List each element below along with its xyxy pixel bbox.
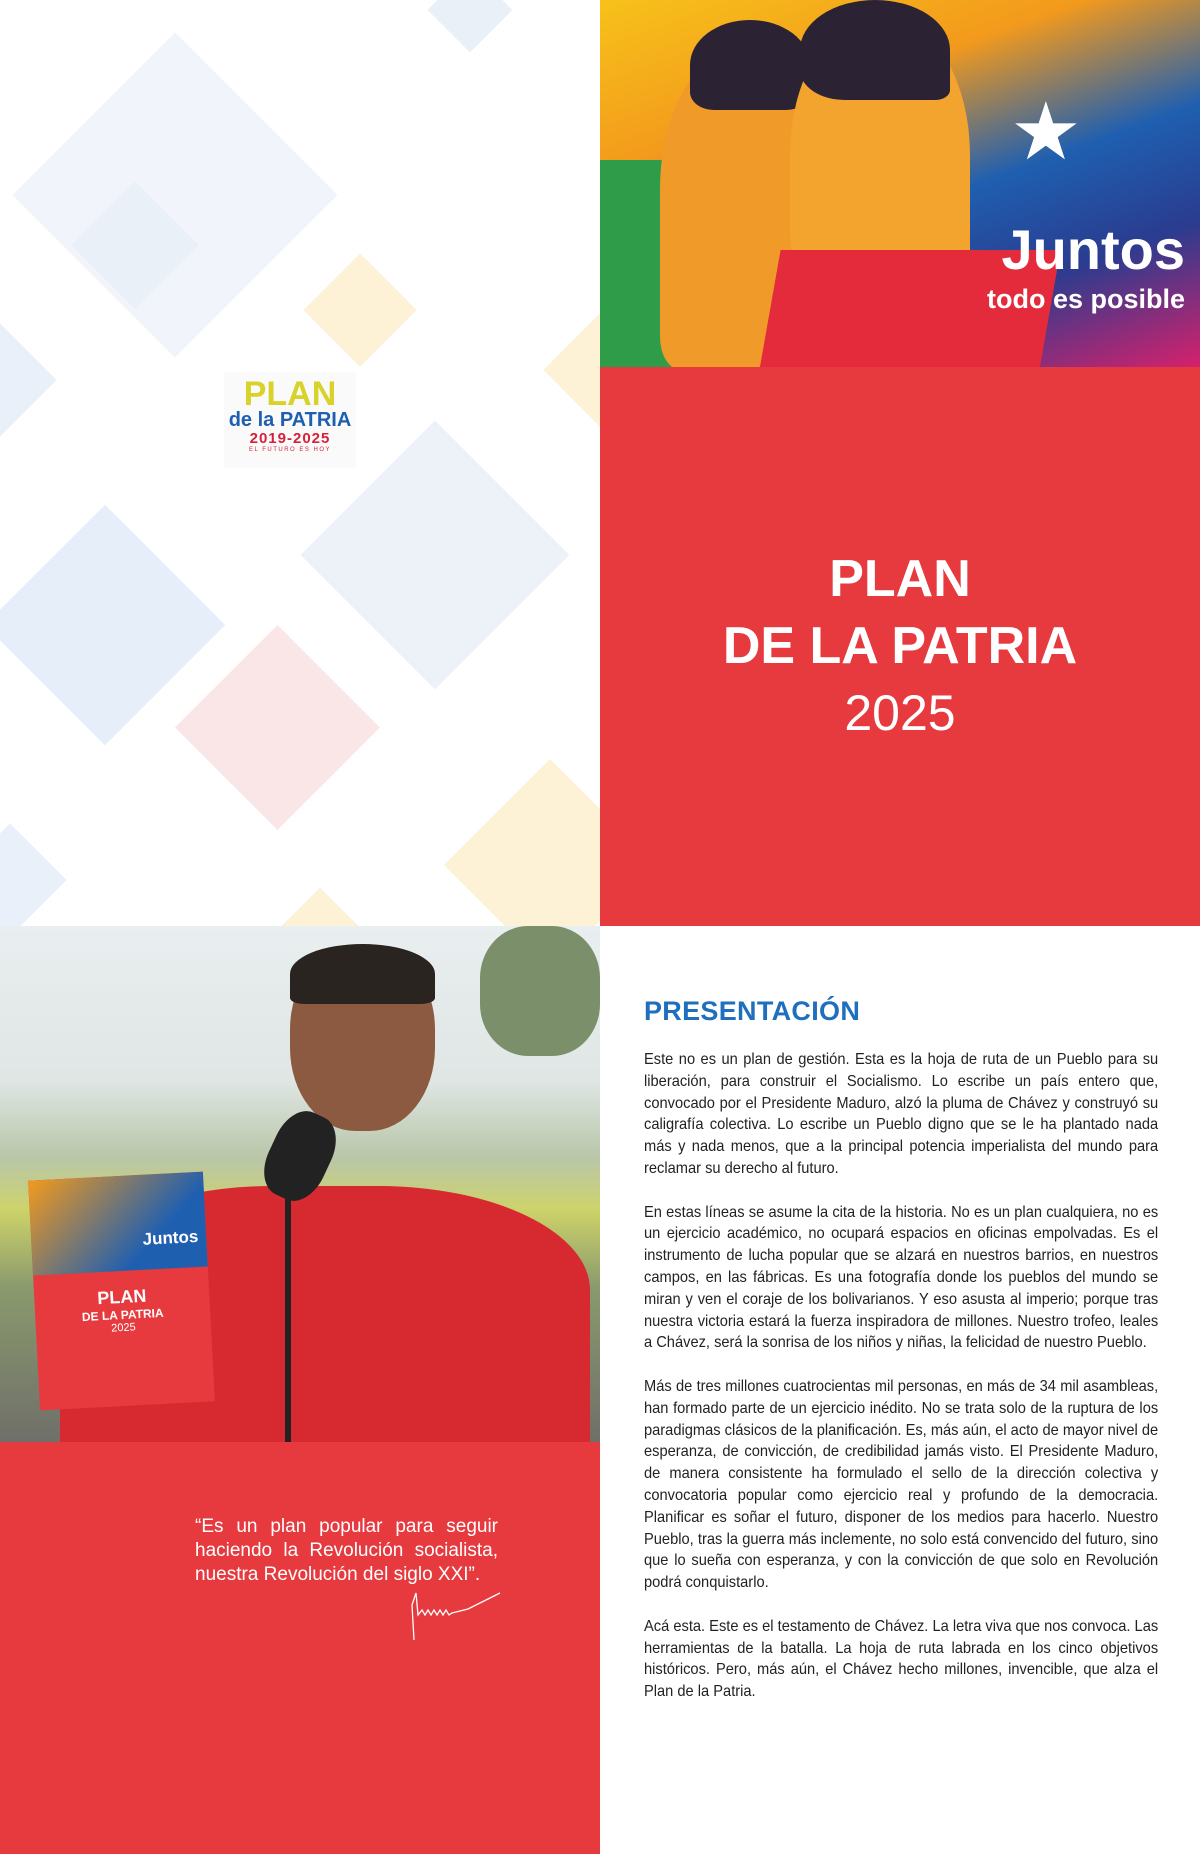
presentation-paragraph: Más de tres millones cuatrocientas mil personas, en más de 34 mil asambleas, han formado parte de un ejercicio inédito. No se trata solo de la ruptura de los paradigmas clásicos de la planificación. Es, más aún, el acto de mayor nivel de esperanza, de convicción, de credibilidad jamás visto. El Presidente Maduro, de manera consistente ha formulado el sello de la dirección colectiva y convocatoria popular como ejercicio real y profundo de la democracia. Planificar es soñar el futuro, disponer de los medios para hacerlo. Nuestro Pueblo, tras la guerra más inclemente, no solo está convencido del futuro, sino que lo sueña con esperanza, y con la convicción de que solo en Revolución podrá conquistarlo. xyxy=(644,1377,1159,1592)
book-cover xyxy=(28,1172,215,1411)
decorative-pattern-panel xyxy=(0,0,600,926)
logo-plan: PLAN xyxy=(243,375,337,413)
poster-title: Juntos xyxy=(1001,218,1185,281)
star-icon: ★ xyxy=(1010,87,1082,176)
signature-icon xyxy=(408,1585,503,1645)
juntos-poster-image xyxy=(600,0,1200,367)
poster-subtitle: todo es posible xyxy=(986,284,1185,314)
logo-patria: de la PATRIA xyxy=(228,409,352,431)
presentation-paragraph: Este no es un plan de gestión. Esta es la hoja de ruta de un Pueblo para su liberación, para construir el Socialismo. Lo escribe un país entero que, convocado por el Presidente Maduro, alzó la pluma de Chávez y construyó su caligrafía colectiva. Lo escribe un Pueblo digno que se le ha plantado nada más y nada menos, que a la principal potencia imperialista del mundo para reclamar su derecho al futuro. xyxy=(644,1051,1159,1177)
book-year: 2025 xyxy=(110,1321,136,1335)
quote-panel xyxy=(0,1442,600,1854)
presentation-paragraph: En estas líneas se asume la cita de la historia. No es un plan cualquiera, no es un ejercicio académico, no ocupará espacios en oficinas empolvadas. Es el instrumento de lucha popular que se alzará en nuestros barrios, en nuestros campos, en las fábricas. Es una fotografía donde los pueblos del mundo se miran y ven el coraje de los bolivarianos. Y eso asusta al imperio; porque tras nuestra victoria estará la fuerza inspiradora de millones. Nuestro trofeo, leales a Chávez, será la sonrisa de los niños y niñas, la felicidad de nuestro Pueblo. xyxy=(644,1203,1159,1352)
presentation-heading: PRESENTACIÓN xyxy=(644,996,861,1026)
cover-title-line3: 2025 xyxy=(844,685,956,741)
quote-text: “Es un plan popular para seguir haciendo la Revolución socialista, nuestra Revolución del siglo XXI”. xyxy=(195,1516,498,1585)
presentation-section xyxy=(644,996,1158,1725)
photo-president-holding-plan xyxy=(0,926,600,1442)
plan-de-la-patria-logo xyxy=(224,372,356,468)
logo-years: 2019-2025 xyxy=(249,430,331,447)
logo-tagline: EL FUTURO ES HOY xyxy=(248,447,332,453)
cover-title-line2: DE LA PATRIA xyxy=(722,617,1078,675)
book-title2: DE LA PATRIA xyxy=(81,1305,164,1325)
cover-title-line1: PLAN xyxy=(829,550,971,608)
book-brand: Juntos xyxy=(28,1172,208,1276)
cover-title-panel xyxy=(600,367,1200,926)
presentation-paragraph: Acá esta. Este es el testamento de Chávez. La letra viva que nos convoca. Las herramientas de la batalla. La hoja de ruta labrada en los cinco objetivos históricos. Pero, más aún, el Chávez hecho millones, invencible, que alza el Plan de la Patria. xyxy=(644,1617,1159,1701)
book-title1: PLAN xyxy=(96,1285,147,1309)
